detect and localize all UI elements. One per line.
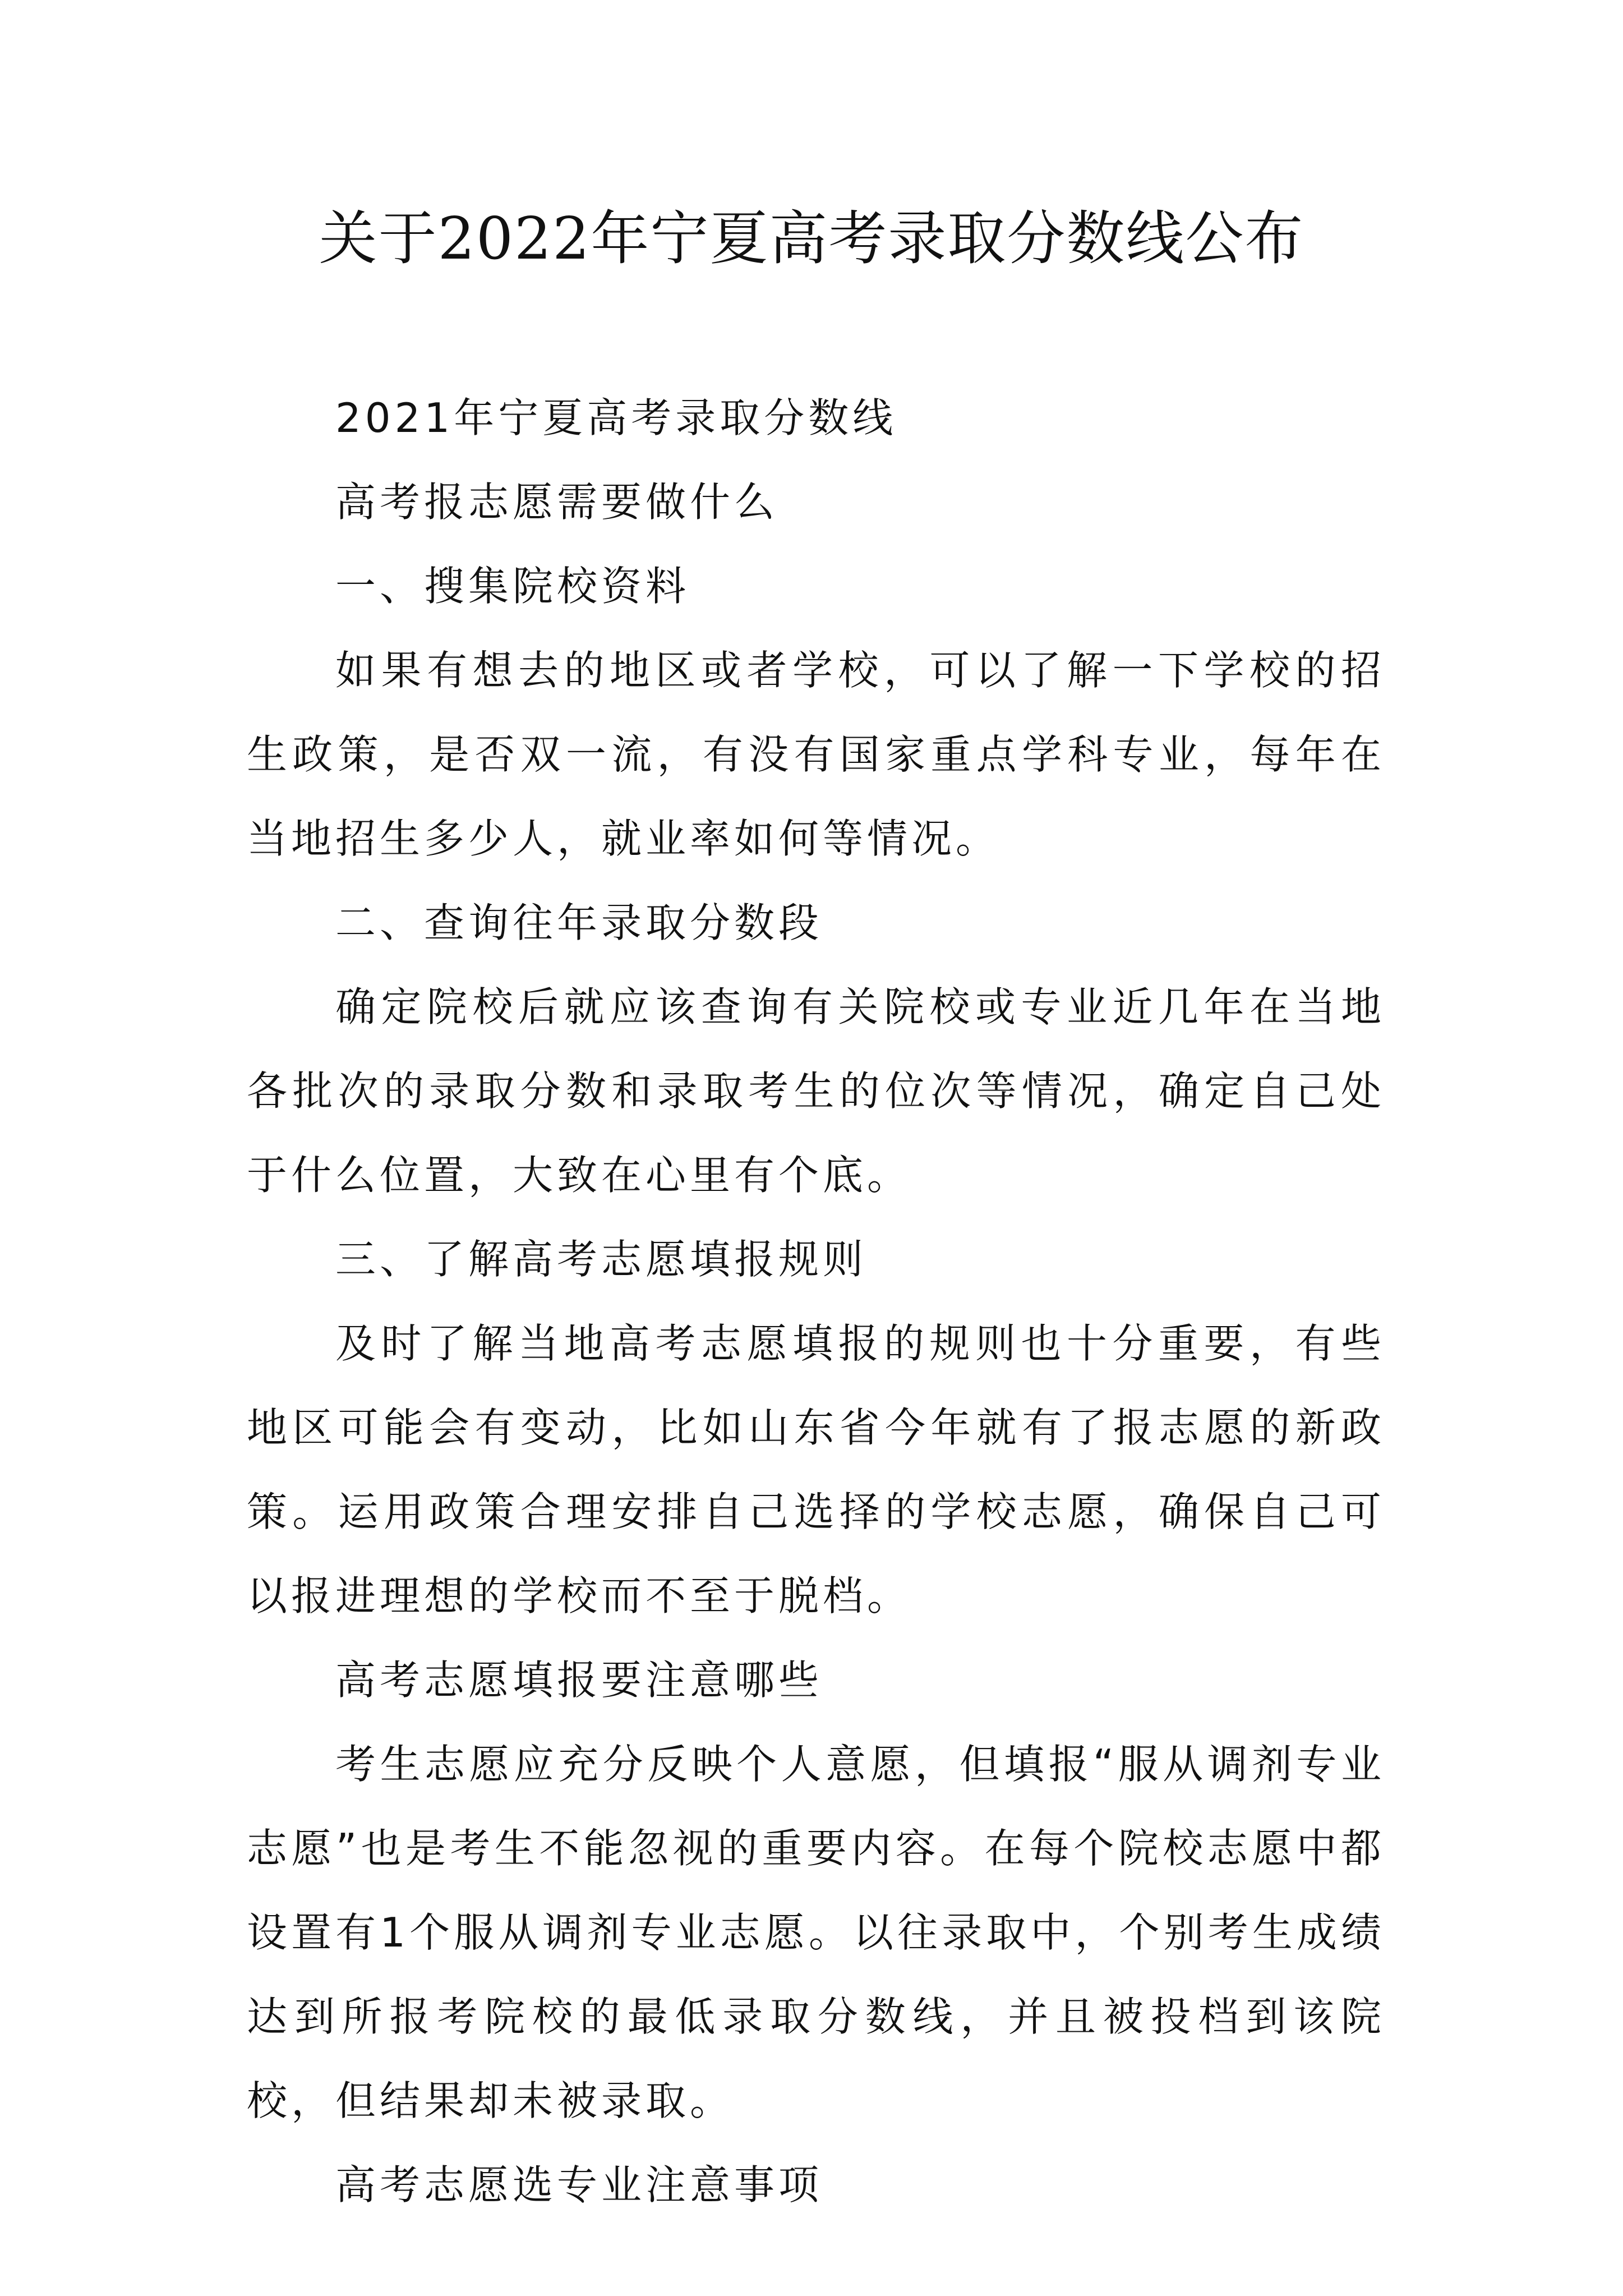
document-title: 关于2022年宁夏高考录取分数线公布 (319, 204, 1304, 273)
paragraph-10: 考生志愿应充分反映个人意愿，但填报“服从调剂专业志愿”也是考生不能忽视的重要内容。在每个院校志愿中都设置有1个服从调剂专业志愿。以往录取中，个别考生成绩达到所报考院校的最低录取分数线，并且被投档到该院校，但结果却未被录取。 (247, 1741, 1385, 2124)
paragraph-3: 一、搜集院校资料 (335, 563, 690, 610)
document-body (247, 376, 1385, 2227)
paragraph-5: 二、查询往年录取分数段 (335, 899, 823, 946)
paragraph-1: 2021年宁夏高考录取分数线 (335, 394, 897, 441)
paragraph-8: 及时了解当地高考志愿填报的规则也十分重要，有些地区可能会有变动，比如山东省今年就有了报志愿的新政策。运用政策合理安排自己选择的学校志愿，确保自己可以报进理想的学校而不至于脱档。 (247, 1320, 1385, 1619)
paragraph-4: 如果有想去的地区或者学校，可以了解一下学校的招生政策，是否双一流，有没有国家重点学科专业，每年在当地招生多少人，就业率如何等情况。 (247, 647, 1385, 862)
paragraph-11: 高考志愿选专业注意事项 (335, 2161, 823, 2208)
paragraph-7: 三、了解高考志愿填报规则 (335, 1236, 868, 1283)
paragraph-9: 高考志愿填报要注意哪些 (335, 1657, 823, 1704)
paragraph-2: 高考报志愿需要做什么 (335, 478, 779, 526)
paragraph-6: 确定院校后就应该查询有关院校或专业近几年在当地各批次的录取分数和录取考生的位次等情况，确定自己处于什么位置，大致在心里有个底。 (247, 983, 1385, 1199)
